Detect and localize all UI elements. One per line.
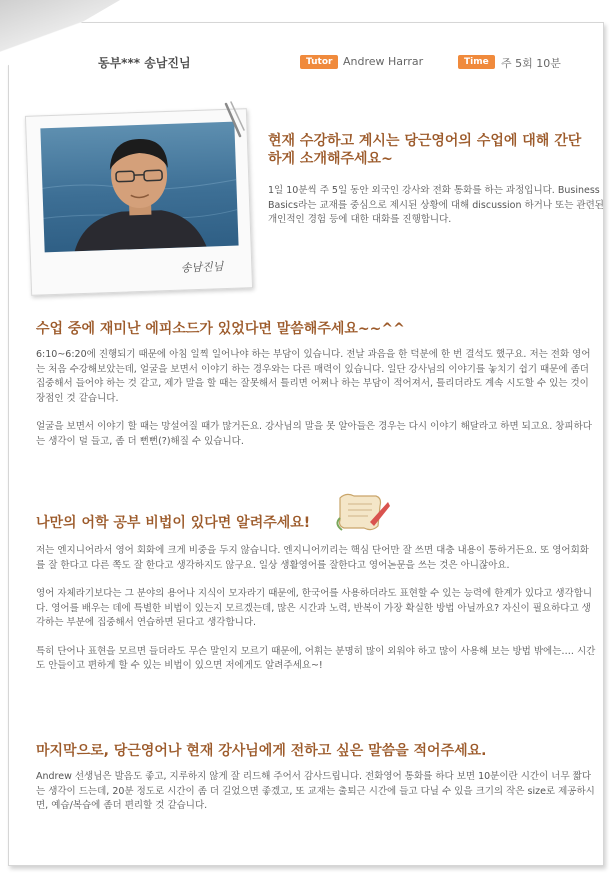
question-3-title: 나만의 어학 공부 비법이 있다면 알려주세요! — [36, 515, 311, 531]
answer-3-paragraph: 특히 단어나 표현을 모르면 들더라도 무슨 말인지 모르기 때문에, 어휘는 분명히 많이 외워야 하고 많이 사용해 보는 방법 밖에는…. 시간도 안들이고 편하게 할 수 있는 비법이 있으면 저에게도 알려주세요~! — [36, 645, 596, 671]
portrait-illustration — [40, 122, 238, 253]
answer-1 — [268, 184, 604, 228]
tutor-name: Andrew Harrar — [343, 55, 424, 68]
header — [0, 0, 610, 100]
scroll-quill-icon — [332, 488, 392, 534]
answer-2 — [36, 348, 596, 449]
time-value: 주 5회 10분 — [501, 57, 561, 70]
student-photo-frame — [25, 108, 253, 296]
question-4-title: 마지막으로, 당근영어나 현재 강사님에게 전하고 싶은 말씀을 적어주세요. — [36, 743, 487, 759]
answer-2-paragraph: 얼굴을 보면서 이야기 할 때는 망설여질 때가 많거든요. 강사님의 말을 못 알아들은 경우는 다시 이야기 해달라고 하면 되고요. 창피하다는 생각이 덜 들고, 좀 더 뻔뻔(?)해질 수 있습니다. — [36, 421, 592, 447]
time-badge: Time — [458, 55, 495, 69]
question-2-title: 수업 중에 재미난 에피소드가 있었다면 말씀해주세요~~^^ — [36, 321, 405, 337]
student-photo — [40, 122, 238, 253]
answer-1-paragraph: 1일 10분씩 주 5일 동안 외국인 강사와 전화 통화를 하는 과정입니다. Business Basics라는 교재를 중심으로 제시된 상황에 대해 discussion 하거나 또는 관련된 개인적인 경험 등에 대한 대화를 진행합니다. — [268, 185, 604, 225]
question-1-title: 현재 수강하고 계시는 당근영어의 수업에 대해 간단하게 소개해주세요~ — [268, 133, 582, 167]
answer-2-paragraph: 6:10~6:20에 진행되기 때문에 아침 일찍 일어나야 하는 부담이 있습니다. 전날 과음을 한 덕분에 한 번 결석도 했구요. 저는 전화 영어는 처음 수강해보았는데, 얼굴을 보면서 이야기 하는 경우와는 다른 매력이 있습니다. 일단 강사님의 이야기를 놓치기 쉽기 때문에 좀더 집중해서 들어야 하는 것 같고, 제가 말을 할 때는 잘못해서 틀리면 어쩌나 하는 부담이 적어져서, 틀리더라도 계속 시도할 수 있는 것이 장점인 것 같습니다. — [36, 349, 591, 404]
answer-3-paragraph: 저는 엔지니어라서 영어 회화에 크게 비중을 두지 않습니다. 엔지니어끼리는 핵심 단어만 잘 쓰면 대충 내용이 통하거든요. 또 영어회화를 잘 한다고 다른 쪽도 잘 한다고 생각하지도 않구요. 일상 생활영어를 잘한다고 영어논문을 쓰는 것은 아니잖아요. — [36, 545, 589, 571]
student-name: 동부*** 송남진님 — [98, 56, 191, 70]
answer-3-paragraph: 영어 자체라기보다는 그 분야의 용어나 지식이 모자라기 때문에, 한국어를 사용하더라도 표현할 수 있는 능력에 한계가 있다고 생각합니다. 영어를 배우는 데에 특별한 비법이 있는지 모르겠는데, 많은 시간과 노력, 반복이 가장 확실한 방법 아닐까요? 자신이 필요하다고 생각하는 부분에 집중해서 연습하면 된다고 생각합니다. — [36, 588, 593, 628]
photo-caption: 송남진님 — [180, 260, 224, 275]
answer-3 — [36, 544, 596, 674]
answer-4 — [36, 770, 596, 814]
paperclip-icon — [220, 100, 246, 140]
tutor-badge: Tutor — [300, 55, 338, 69]
answer-4-paragraph: Andrew 선생님은 발음도 좋고, 지루하지 않게 잘 리드해 주어서 감사드립니다. 전화영어 통화를 하다 보면 10분이란 시간이 너무 짧다는 생각이 드는데, 20분 정도로 시간이 좀 더 길었으면 좋겠고, 또 교재는 출퇴근 시간에 들고 다닐 수 있을 크기의 작은 size로 제공하시면, 예습/복습에 좀더 편리할 것 같습니다. — [36, 771, 595, 811]
